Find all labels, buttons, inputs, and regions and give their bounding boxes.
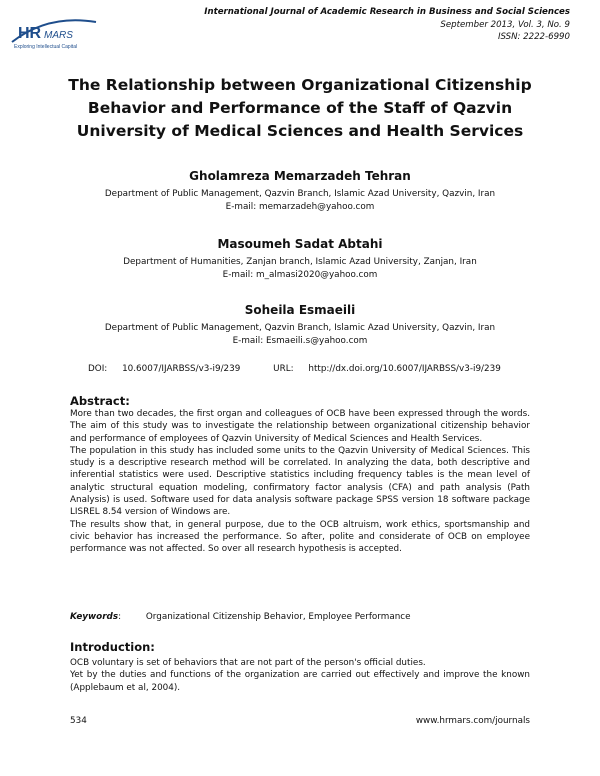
author-name: Soheila Esmaeili xyxy=(244,303,356,317)
journal-title: International Journal of Academic Research in Business and Social Sciences xyxy=(204,7,570,17)
author-affiliation: Department of Public Management, Qazvin Branch, Islamic Azad University, Qazvin, Iran xyxy=(104,323,496,333)
author-email[interactable]: E-mail: m_almasi2020@yahoo.com xyxy=(222,269,378,280)
abstract-paragraph: The results show that, in general purpose, due to the OCB altruism, work ethics, sportsmanship and civic behavior has increased the performance. So after, polite and considerate of OCB on employee performance was not affected. So over all research hypothesis is accepted. xyxy=(70,519,530,555)
author-affiliation: Department of Humanities, Zanjan branch, Islamic Azad University, Zanjan, Iran xyxy=(123,257,477,267)
author-1 xyxy=(40,168,560,213)
author-name: Gholamreza Memarzadeh Tehran xyxy=(189,169,411,183)
svg-text:HR: HR xyxy=(18,25,42,42)
doi-value[interactable]: 10.6007/IJARBSS/v3-i9/239 xyxy=(122,364,241,374)
doi-label: DOI: xyxy=(88,364,108,374)
author-affiliation: Department of Public Management, Qazvin Branch, Islamic Azad University, Qazvin, Iran xyxy=(104,189,496,199)
keywords-colon: : xyxy=(118,612,122,622)
logo-graphic xyxy=(8,12,100,52)
abstract-paragraph: The population in this study has included some units to the Qazvin University of Medical Sciences. This study is a descriptive research method will be correlated. In analyzing the data, both descriptive and inferential statistics were used. Descriptive statistics including frequency tables is the mean level of analytic structural equation modeling, confirmatory factor analysis (CFA) and path analysis (Path Analysis) is used. Software used for data analysis software package SPSS version 18 software package LISREL 8.54 version of Windows are. xyxy=(70,445,530,518)
journal-issn: ISSN: 2222-6990 xyxy=(497,32,570,42)
paper-title xyxy=(40,74,560,143)
journal-issue: September 2013, Vol. 3, No. 9 xyxy=(440,19,570,30)
introduction-body xyxy=(70,657,530,694)
doi-line xyxy=(88,364,513,374)
svg-text:MARS: MARS xyxy=(44,30,73,41)
keywords-value: Organizational Citizenship Behavior, Employee Performance xyxy=(145,612,411,622)
url-link[interactable]: http://dx.doi.org/10.6007/IJARBSS/v3-i9/239 xyxy=(308,364,501,374)
title-line: University of Medical Sciences and Health Services xyxy=(76,122,524,140)
keywords-label: Keywords xyxy=(70,612,119,622)
abstract-body xyxy=(70,408,530,556)
title-line: The Relationship between Organizational Citizenship xyxy=(68,76,532,94)
abstract-paragraph: More than two decades, the first organ and colleagues of OCB have been expressed through the words. The aim of this study was to investigate the relationship between organizational citizenship behavior and performance of employees of Qazvin University of Medical Sciences and Health Services. xyxy=(70,409,530,444)
author-2 xyxy=(40,236,560,281)
author-email[interactable]: E-mail: Esmaeili.s@yahoo.com xyxy=(232,335,368,346)
keywords xyxy=(70,612,411,622)
svg-text:Exploring Intellectual Capital: Exploring Intellectual Capital xyxy=(14,44,78,50)
author-3 xyxy=(40,302,560,347)
page-number: 534 xyxy=(70,716,87,726)
abstract-heading: Abstract: xyxy=(70,394,130,408)
url-label: URL: xyxy=(273,364,294,374)
author-email[interactable]: E-mail: memarzadeh@yahoo.com xyxy=(225,201,375,212)
footer-website-link[interactable]: www.hrmars.com/journals xyxy=(415,716,530,726)
introduction-heading: Introduction: xyxy=(70,640,155,654)
title-line: Behavior and Performance of the Staff of Qazvin xyxy=(87,99,513,117)
introduction-paragraph: Yet by the duties and functions of the organization are carried out effectively and improve the known (Applebaum et al, 2004). xyxy=(70,670,530,693)
journal-header xyxy=(204,6,570,44)
author-name: Masoumeh Sadat Abtahi xyxy=(217,237,383,251)
page-footer xyxy=(70,716,530,726)
introduction-paragraph: OCB voluntary is set of behaviors that are not part of the person's official duties. xyxy=(70,658,426,668)
hrmars-logo xyxy=(8,12,100,52)
